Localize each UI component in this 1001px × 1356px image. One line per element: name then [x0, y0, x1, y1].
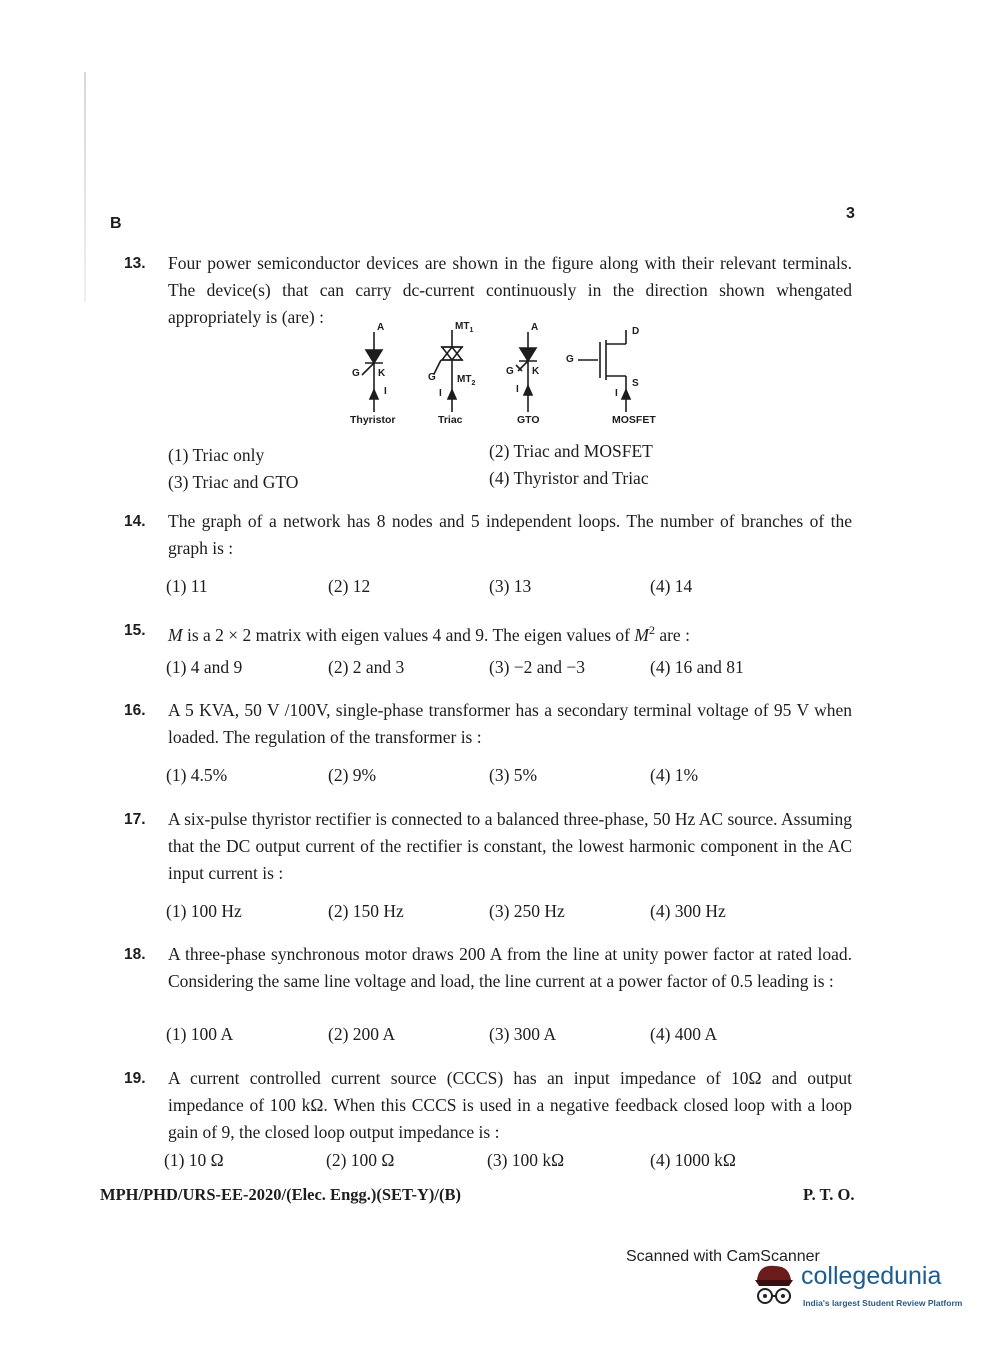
scan-edge-shadow [84, 72, 86, 302]
triac-mt1-label: $MT_1$ [455, 321, 474, 334]
option-4[interactable]: (4) 16 and 81 [650, 657, 744, 677]
question-16 [124, 697, 852, 751]
question-number: 14. [124, 513, 146, 530]
thyristor-anode-label: A [377, 322, 385, 333]
triac-gate-label: G [428, 372, 436, 383]
option-4[interactable]: (4) 400 A [650, 1024, 718, 1044]
gto-anode-label: A [531, 322, 539, 333]
triac-mt2-label: $MT_2$ [457, 374, 476, 387]
question-text: M is a 2 × 2 matrix with eigen values 4 and 9. The eigen values of $M^2$ are : [168, 623, 690, 645]
mosfet-drain-label: D [632, 326, 640, 337]
question-13-options-left [168, 442, 298, 496]
question-13-options-right [489, 438, 653, 492]
question-text: A three-phase synchronous motor draws 200 A from the line at unity power factor at rated load. Considering the same line voltage and load, the line current at a power factor of 0.5 leading is : [168, 944, 852, 991]
question-text: A current controlled current source (CCCS) has an input impedance of 10Ω and output impedance of 100 kΩ. When this CCCS is used in a negative feedback closed loop with a loop gain of 9, the closed loop output impedance is : [168, 1068, 852, 1142]
question-text: A 5 KVA, 50 V /100V, single-phase transformer has a secondary terminal voltage of 95 V when loaded. The regulation of the transformer is : [168, 700, 852, 747]
collegedunia-logo [745, 1260, 975, 1320]
mosfet-caption: MOSFET [612, 414, 656, 426]
page-number: 3 [846, 205, 855, 222]
option-3[interactable]: (3) 5% [489, 765, 538, 785]
option-4[interactable]: (4) 300 Hz [650, 901, 726, 921]
brand-tagline: India's largest Student Review Platform [803, 1298, 963, 1308]
option-1[interactable]: (1) Triac only [168, 445, 265, 465]
option-1[interactable]: (1) 100 Hz [166, 901, 242, 921]
option-4[interactable]: (4) 1% [650, 765, 699, 785]
option-2[interactable]: (2) 100 Ω [326, 1150, 395, 1170]
question-17-options [166, 901, 866, 928]
pto-note: P. T. O. [803, 1185, 855, 1204]
option-1[interactable]: (1) 4 and 9 [166, 657, 243, 677]
question-17 [124, 806, 852, 887]
gto-current-label: I [516, 384, 519, 395]
question-16-options [166, 765, 866, 792]
device-figure [330, 320, 670, 432]
question-text: The graph of a network has 8 nodes and 5 independent loops. The number of branches of the graph is : [168, 511, 852, 558]
question-number: 17. [124, 811, 146, 828]
question-number: 18. [124, 946, 146, 963]
option-2[interactable]: (2) 12 [328, 576, 371, 596]
option-4[interactable]: (4) 1000 kΩ [650, 1150, 736, 1170]
brand-name: collegedunia [801, 1262, 942, 1290]
thyristor-gate-label: G [352, 368, 360, 379]
question-15-options [166, 657, 866, 684]
set-label: B [110, 215, 122, 232]
question-number: 13. [124, 255, 146, 272]
option-1[interactable]: (1) 10 Ω [164, 1150, 224, 1170]
mosfet-source-label: S [632, 378, 639, 389]
option-2[interactable]: (2) 2 and 3 [328, 657, 405, 677]
mascot-icon [745, 1260, 801, 1316]
question-text: Four power semiconductor devices are shown in the figure along with their relevant terminals. The device(s) that can carry dc-current continuously in the direction shown whengated appropriately is (are) : [168, 253, 852, 327]
option-3[interactable]: (3) 250 Hz [489, 901, 565, 921]
option-4[interactable]: (4) 14 [650, 576, 693, 596]
question-14 [124, 508, 852, 562]
triac-symbol [434, 330, 463, 412]
option-3[interactable]: (3) 100 kΩ [487, 1150, 565, 1170]
thyristor-current-label: I [384, 386, 387, 397]
option-3[interactable]: (3) 300 A [489, 1024, 557, 1044]
option-2[interactable]: (2) 9% [328, 765, 377, 785]
option-2[interactable]: (2) Triac and MOSFET [489, 441, 653, 461]
mosfet-current-label: I [615, 388, 618, 399]
mosfet-symbol [578, 330, 630, 412]
question-14-options [166, 576, 866, 603]
triac-caption: Triac [438, 414, 463, 426]
gto-cathode-label: K [532, 366, 540, 377]
question-text: A six-pulse thyristor rectifier is connected to a balanced three-phase, 50 Hz AC source. Assuming that the DC output current of the rectifier is constant, the lowest harmonic component in the AC input current is : [168, 809, 852, 883]
question-number: 16. [124, 702, 146, 719]
question-18-options [166, 1024, 866, 1051]
question-number: 15. [124, 622, 146, 639]
paper-code: MPH/PHD/URS-EE-2020/(Elec. Engg.)(SET-Y)/(B) [100, 1185, 462, 1204]
question-19-options [164, 1150, 864, 1177]
scanner-watermark: Scanned with CamScanner [626, 1248, 820, 1265]
mosfet-gate-label: G [566, 354, 574, 365]
option-1[interactable]: (1) 11 [166, 576, 208, 596]
triac-current-label: I [439, 388, 442, 399]
question-number: 19. [124, 1070, 146, 1087]
option-1[interactable]: (1) 100 A [166, 1024, 234, 1044]
question-19 [124, 1065, 852, 1146]
gto-caption: GTO [517, 414, 540, 426]
gto-gate-label: G [506, 366, 514, 377]
thyristor-caption: Thyristor [350, 414, 396, 426]
option-3[interactable]: (3) 13 [489, 576, 532, 596]
question-13 [124, 250, 852, 331]
option-4[interactable]: (4) Thyristor and Triac [489, 468, 649, 488]
option-2[interactable]: (2) 200 A [328, 1024, 396, 1044]
option-3[interactable]: (3) −2 and −3 [489, 657, 586, 677]
question-18 [124, 941, 852, 995]
question-15 [124, 617, 852, 649]
option-3[interactable]: (3) Triac and GTO [168, 472, 299, 492]
option-2[interactable]: (2) 150 Hz [328, 901, 404, 921]
thyristor-cathode-label: K [378, 368, 386, 379]
option-1[interactable]: (1) 4.5% [166, 765, 228, 785]
